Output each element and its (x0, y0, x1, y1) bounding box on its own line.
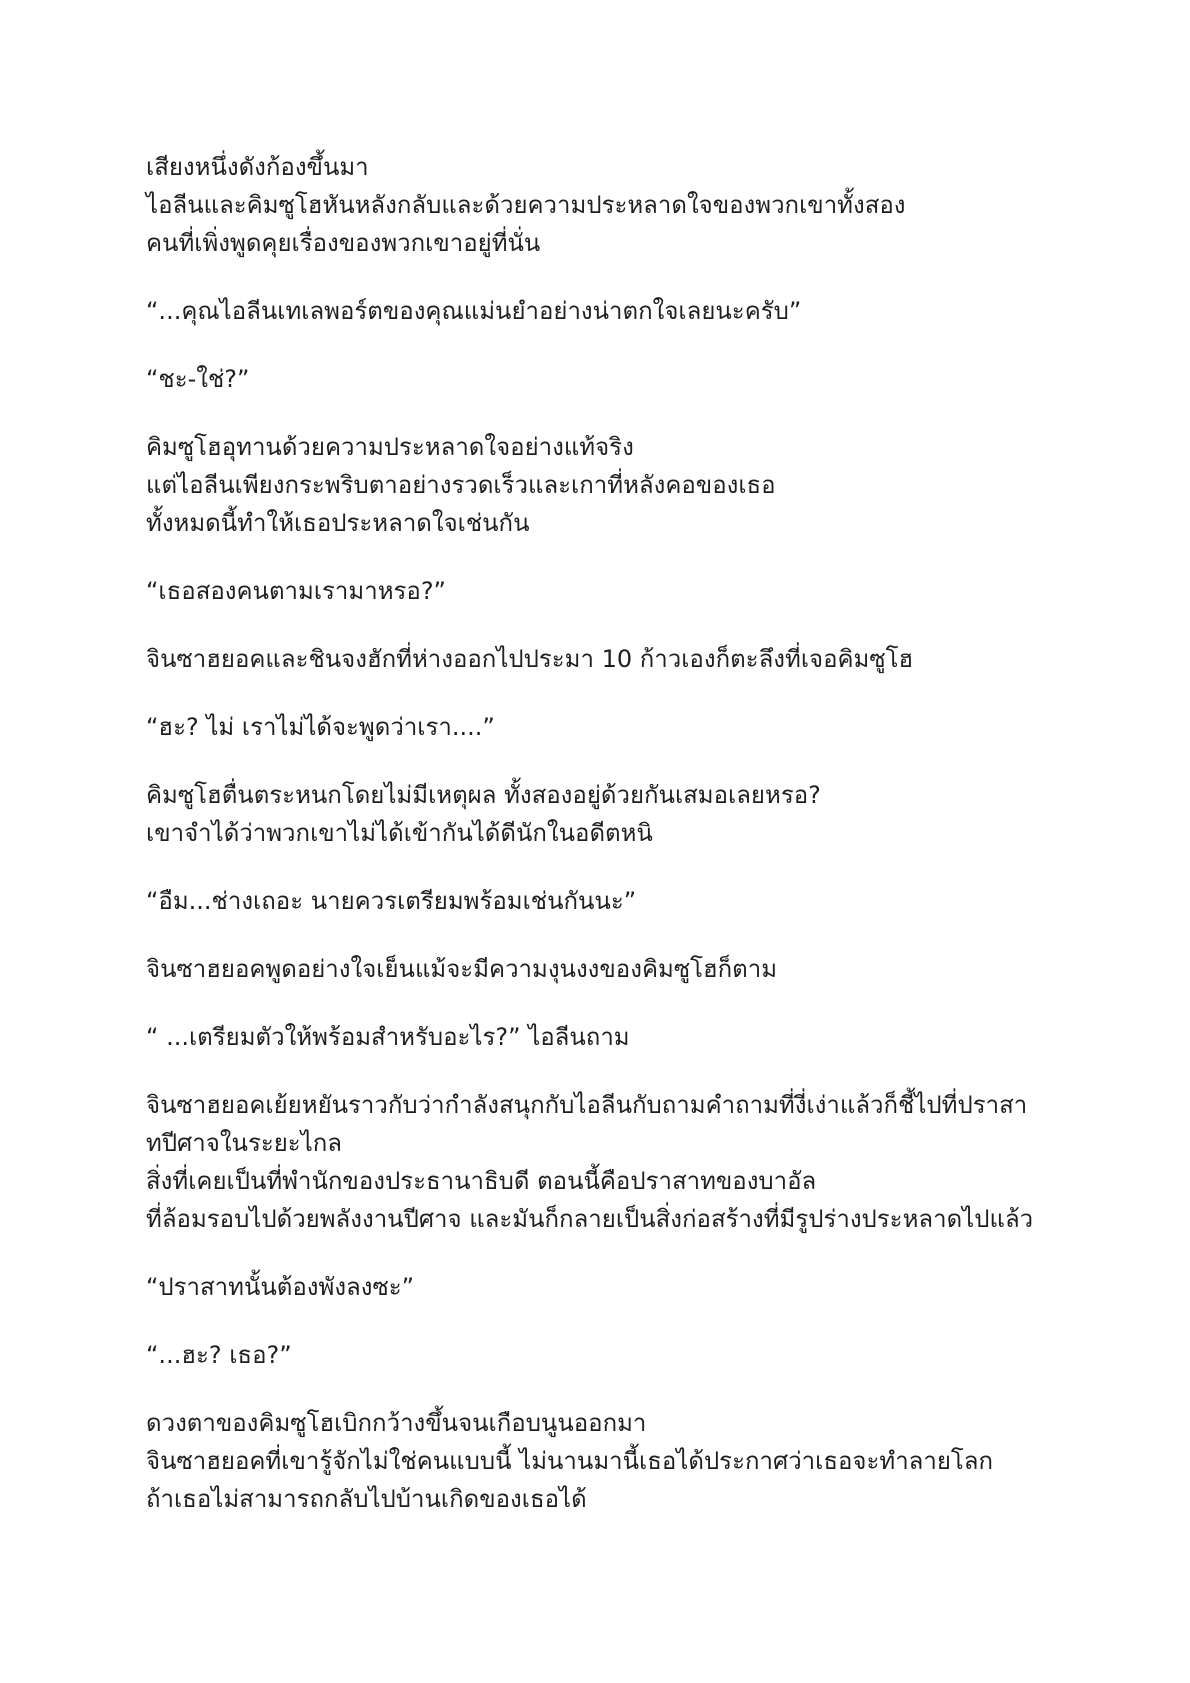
paragraph-13 (146, 1268, 1046, 1306)
text-line: เสียงหนึ่งดังก้องขึ้นมา (146, 153, 369, 181)
dialogue-line: “ฮะ? ไม่ เราไม่ได้จะพูดว่าเรา....” (146, 713, 495, 741)
paragraph-2 (146, 292, 1046, 330)
text-line: แต่ไอลีนเพียงกระพริบตาอย่างรวดเร็วและเกาที่หลังคอของเธอ (146, 471, 776, 499)
paragraph-11 (146, 1018, 1046, 1056)
paragraph-7 (146, 708, 1046, 746)
paragraph-8 (146, 776, 1046, 852)
document-body (146, 148, 1046, 1548)
paragraph-3 (146, 360, 1046, 398)
text-line: คนที่เพิ่งพูดคุยเรื่องของพวกเขาอยู่ที่นั่น (146, 229, 541, 257)
dialogue-line: “...คุณไอลีนเทเลพอร์ตของคุณแม่นยำอย่างน่าตกใจเลยนะครับ” (146, 297, 802, 325)
text-line: ทั้งหมดนี้ทำให้เธอประหลาดใจเช่นกัน (146, 509, 530, 537)
paragraph-4 (146, 428, 1046, 542)
dialogue-line: “ชะ-ใช่?” (146, 365, 250, 393)
text-line: ทปีศาจในระยะไกล (146, 1129, 342, 1157)
paragraph-14 (146, 1336, 1046, 1374)
text-line: สิ่งที่เคยเป็นที่พำนักของประธานาธิบดี ตอนนี้คือปราสาทของบาอัล (146, 1167, 817, 1195)
text-line: ถ้าเธอไม่สามารถกลับไปบ้านเกิดของเธอได้ (146, 1485, 587, 1513)
text-line: คิมซูโฮตื่นตระหนกโดยไม่มีเหตุผล ทั้งสองอยู่ด้วยกันเสมอเลยหรอ? (146, 781, 821, 809)
text-line: จินซาฮยอคพูดอย่างใจเย็นแม้จะมีความงุนงงของคิมซูโฮก็ตาม (146, 955, 778, 983)
paragraph-1 (146, 148, 1046, 262)
paragraph-5 (146, 572, 1046, 610)
text-line: ดวงตาของคิมซูโฮเบิกกว้างขึ้นจนเกือบนูนออกมา (146, 1409, 647, 1437)
text-line: จินซาฮยอคเย้ยหยันราวกับว่ากำลังสนุกกับไอลีนกับถามคำถามที่งี่เง่าแล้วก็ชี้ไปที่ปราสา (146, 1091, 1028, 1119)
paragraph-9 (146, 882, 1046, 920)
text-line: ที่ล้อมรอบไปด้วยพลังงานปีศาจ และมันก็กลายเป็นสิ่งก่อสร้างที่มีรูปร่างประหลาดไปแล้ว (146, 1205, 1034, 1233)
dialogue-line: “ ...เตรียมตัวให้พร้อมสำหรับอะไร?” ไอลีนถาม (146, 1023, 630, 1051)
paragraph-12 (146, 1086, 1046, 1238)
dialogue-line: “อืม...ช่างเถอะ นายควรเตรียมพร้อมเช่นกันนะ” (146, 887, 637, 915)
text-line: ไอลีนและคิมซูโฮหันหลังกลับและด้วยความประหลาดใจของพวกเขาทั้งสอง (146, 191, 906, 219)
text-line: คิมซูโฮอุทานด้วยความประหลาดใจอย่างแท้จริง (146, 433, 634, 461)
paragraph-6 (146, 640, 1046, 678)
text-line: เขาจำได้ว่าพวกเขาไม่ได้เข้ากันได้ดีนักในอดีตหนิ (146, 819, 653, 847)
text-line: จินซาฮยอคที่เขารู้จักไม่ใช่คนแบบนี้ ไม่นานมานี้เธอได้ประกาศว่าเธอจะทำลายโลก (146, 1447, 994, 1475)
paragraph-10 (146, 950, 1046, 988)
paragraph-15 (146, 1404, 1046, 1518)
dialogue-line: “ปราสาทนั้นต้องพังลงซะ” (146, 1273, 415, 1301)
text-line: จินซาฮยอคและชินจงฮักที่ห่างออกไปประมา 10 ก้าวเองก็ตะลึงที่เจอคิมซูโฮ (146, 645, 914, 673)
dialogue-line: “เธอสองคนตามเรามาหรอ?” (146, 577, 446, 605)
dialogue-line: “...ฮะ? เธอ?” (146, 1341, 292, 1369)
